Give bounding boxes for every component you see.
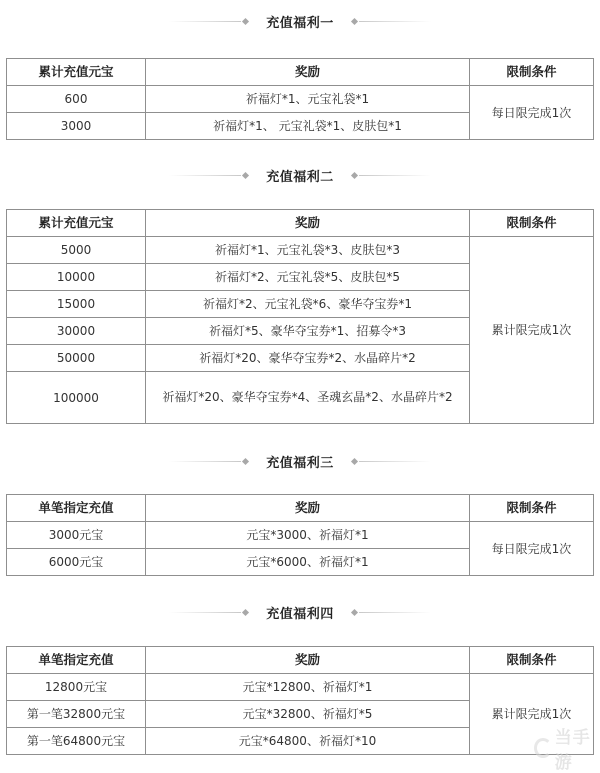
section-title-2 bbox=[0, 163, 600, 187]
amount-cell: 10000 bbox=[7, 264, 146, 291]
limit-cell: 累计限完成1次 bbox=[470, 237, 594, 424]
table-row bbox=[7, 674, 594, 701]
divider-line-left bbox=[169, 21, 241, 22]
amount-cell: 第一笔64800元宝 bbox=[7, 728, 146, 755]
diamond-icon bbox=[351, 17, 358, 24]
reward-cell: 祈福灯*2、元宝礼袋*5、皮肤包*5 bbox=[146, 264, 470, 291]
limit-cell: 每日限完成1次 bbox=[470, 522, 594, 576]
section-title-text: 充值福利二 bbox=[266, 169, 334, 185]
amount-cell: 30000 bbox=[7, 318, 146, 345]
divider-line-right bbox=[359, 461, 431, 462]
header-reward: 奖励 bbox=[146, 495, 470, 522]
table-row bbox=[7, 237, 594, 264]
reward-cell: 祈福灯*2、元宝礼袋*6、豪华夺宝券*1 bbox=[146, 291, 470, 318]
amount-cell: 第一笔32800元宝 bbox=[7, 701, 146, 728]
benefit-table-4 bbox=[6, 646, 594, 755]
amount-cell: 3000 bbox=[7, 113, 146, 140]
header-amount: 累计充值元宝 bbox=[7, 210, 146, 237]
divider-line-right bbox=[359, 21, 431, 22]
benefit-table-3 bbox=[6, 494, 594, 576]
header-reward: 奖励 bbox=[146, 59, 470, 86]
table-row bbox=[7, 522, 594, 549]
reward-cell: 元宝*6000、祈福灯*1 bbox=[146, 549, 470, 576]
divider-line-left bbox=[169, 175, 241, 176]
header-limit: 限制条件 bbox=[470, 647, 594, 674]
amount-cell: 12800元宝 bbox=[7, 674, 146, 701]
section-title-text: 充值福利四 bbox=[266, 606, 334, 622]
amount-cell: 15000 bbox=[7, 291, 146, 318]
table-row bbox=[7, 86, 594, 113]
diamond-icon bbox=[351, 171, 358, 178]
header-limit: 限制条件 bbox=[470, 59, 594, 86]
diamond-icon bbox=[242, 17, 249, 24]
amount-cell: 600 bbox=[7, 86, 146, 113]
divider-line-left bbox=[169, 612, 241, 613]
table-header-row bbox=[7, 647, 594, 674]
table-header-row bbox=[7, 59, 594, 86]
reward-cell: 祈福灯*5、豪华夺宝券*1、招募令*3 bbox=[146, 318, 470, 345]
amount-cell: 50000 bbox=[7, 345, 146, 372]
section-title-4 bbox=[0, 600, 600, 624]
reward-cell: 祈福灯*20、豪华夺宝券*2、水晶碎片*2 bbox=[146, 345, 470, 372]
amount-cell: 3000元宝 bbox=[7, 522, 146, 549]
watermark-text: 当手游 bbox=[554, 728, 591, 773]
header-amount: 单笔指定充值 bbox=[7, 495, 146, 522]
section-title-text: 充值福利三 bbox=[266, 455, 334, 471]
limit-cell: 累计限完成1次 bbox=[470, 674, 594, 755]
diamond-icon bbox=[242, 608, 249, 615]
header-amount: 累计充值元宝 bbox=[7, 59, 146, 86]
reward-cell: 元宝*64800、祈福灯*10 bbox=[146, 728, 470, 755]
reward-cell: 祈福灯*1、 元宝礼袋*1、皮肤包*1 bbox=[146, 113, 470, 140]
reward-cell: 祈福灯*1、元宝礼袋*3、皮肤包*3 bbox=[146, 237, 470, 264]
benefit-table-1 bbox=[6, 58, 594, 140]
benefit-table-2 bbox=[6, 209, 594, 424]
reward-cell: 祈福灯*20、豪华夺宝券*4、圣魂玄晶*2、水晶碎片*2 bbox=[146, 372, 470, 424]
reward-cell: 元宝*3000、祈福灯*1 bbox=[146, 522, 470, 549]
diamond-icon bbox=[242, 171, 249, 178]
limit-cell: 每日限完成1次 bbox=[470, 86, 594, 140]
g-logo-icon bbox=[534, 738, 552, 758]
divider-line-left bbox=[169, 461, 241, 462]
header-limit: 限制条件 bbox=[470, 210, 594, 237]
section-title-3 bbox=[0, 449, 600, 473]
table-header-row bbox=[7, 495, 594, 522]
amount-cell: 100000 bbox=[7, 372, 146, 424]
section-title-text: 充值福利一 bbox=[266, 15, 334, 31]
amount-cell: 6000元宝 bbox=[7, 549, 146, 576]
reward-cell: 元宝*12800、祈福灯*1 bbox=[146, 674, 470, 701]
diamond-icon bbox=[351, 608, 358, 615]
header-reward: 奖励 bbox=[146, 647, 470, 674]
diamond-icon bbox=[351, 457, 358, 464]
header-limit: 限制条件 bbox=[470, 495, 594, 522]
header-amount: 单笔指定充值 bbox=[7, 647, 146, 674]
diamond-icon bbox=[242, 457, 249, 464]
table-header-row bbox=[7, 210, 594, 237]
reward-cell: 祈福灯*1、元宝礼袋*1 bbox=[146, 86, 470, 113]
header-reward: 奖励 bbox=[146, 210, 470, 237]
amount-cell: 5000 bbox=[7, 237, 146, 264]
watermark bbox=[534, 728, 600, 773]
section-title-1 bbox=[0, 9, 600, 33]
reward-cell: 元宝*32800、祈福灯*5 bbox=[146, 701, 470, 728]
divider-line-right bbox=[359, 612, 431, 613]
divider-line-right bbox=[359, 175, 431, 176]
